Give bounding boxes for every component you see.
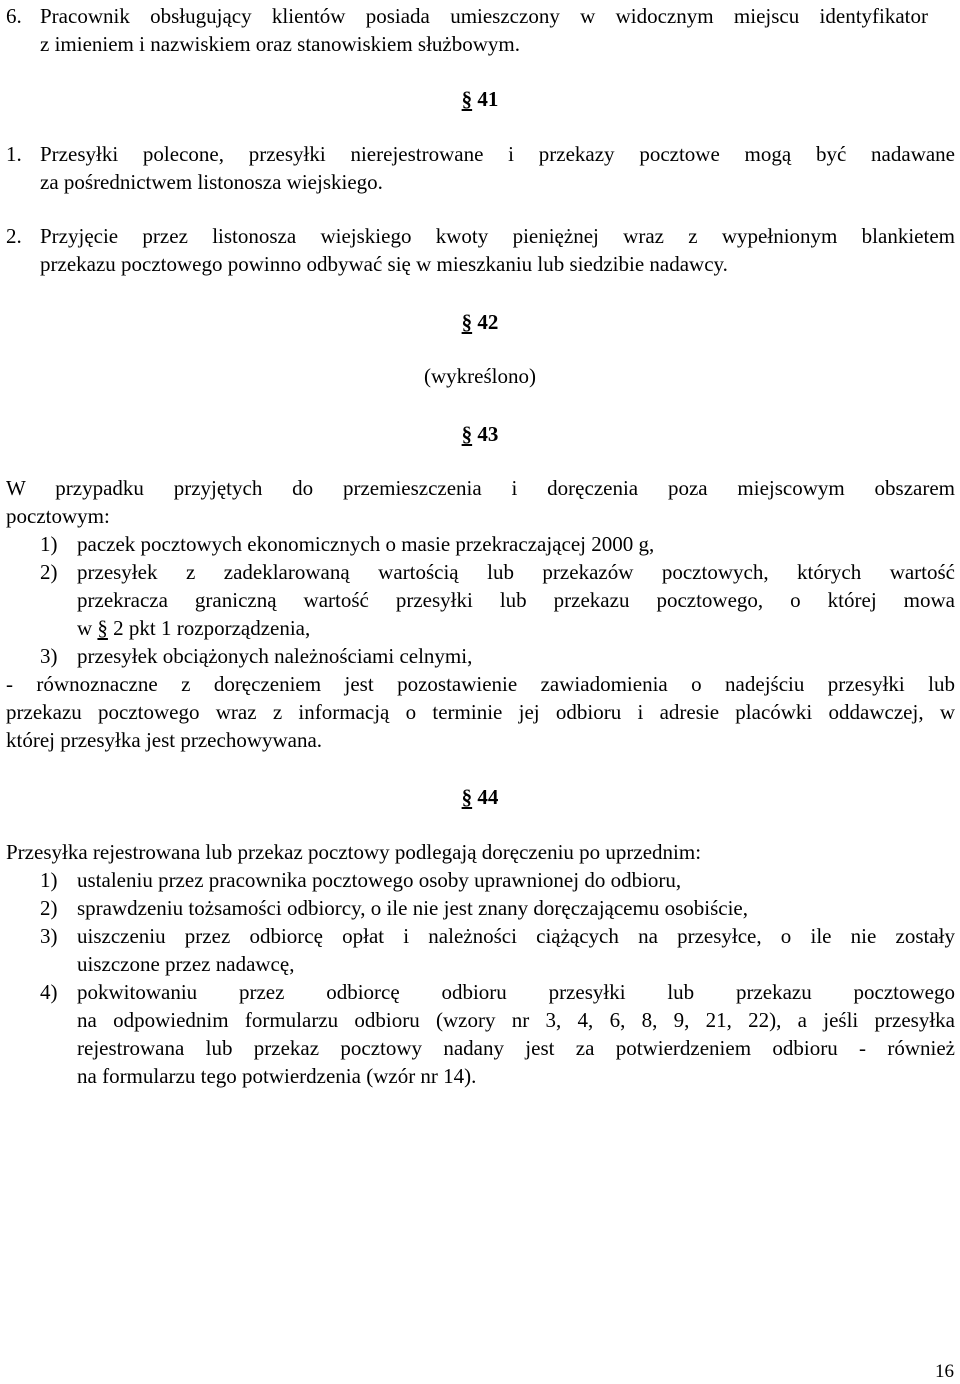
section-number: 41 xyxy=(477,87,499,111)
page-number: 16 xyxy=(935,1361,954,1382)
paragraph-line: - równoznaczne z doręczeniem jest pozostawienie zawiadomienia o nadejściu przesyłki lub xyxy=(6,672,955,696)
list-item: uiszczeniu przez odbiorcę opłat i należności ciążących na przesyłce, o ile nie zostały xyxy=(77,924,955,948)
section-heading-44 xyxy=(0,783,960,811)
section-number: 42 xyxy=(477,310,499,334)
section-symbol: § xyxy=(461,310,473,334)
section-number: 44 xyxy=(477,785,499,809)
list-item-line xyxy=(77,614,310,642)
list-item-line: rejestrowana lub przekaz pocztowy nadany jest za potwierdzeniem odbioru - również xyxy=(77,1036,955,1060)
section-number: 43 xyxy=(477,422,499,446)
list-number: 3) xyxy=(40,924,58,948)
list-item: paczek pocztowych ekonomicznych o masie przekraczającej 2000 g, xyxy=(77,532,655,556)
section-symbol: § xyxy=(461,422,473,446)
list-item: sprawdzeniu tożsamości odbiorcy, o ile nie jest znany doręczającemu osobiście, xyxy=(77,896,748,920)
item-number: 2. xyxy=(6,224,22,248)
list-item-line: na odpowiednim formularzu odbioru (wzory nr 3, 4, 6, 8, 9, 21, 22), a jeśli przesyłka xyxy=(77,1008,955,1032)
paragraph-line: Przyjęcie przez listonosza wiejskiego kwoty pieniężnej wraz z wypełnionym blankietem xyxy=(40,224,955,248)
list-item: pokwitowaniu przez odbiorcę odbioru przesyłki lub przekazu pocztowego xyxy=(77,980,955,1004)
list-item-line: przekracza graniczną wartość przesyłki lub przekazu pocztowego, o której mowa xyxy=(77,588,955,612)
paragraph-line: Przesyłka rejestrowana lub przekaz pocztowy podlegają doręczeniu po uprzednim: xyxy=(6,840,702,864)
section-heading-43 xyxy=(0,420,960,448)
list-item: przesyłek obciążonych należnościami celnymi, xyxy=(77,644,473,668)
paragraph-line: z imieniem i nazwiskiem oraz stanowiskiem służbowym. xyxy=(40,32,520,56)
section-symbol: § xyxy=(97,616,108,640)
paragraph-line: Pracownik obsługujący klientów posiada umieszczony w widocznym miejscu identyfikator xyxy=(40,4,928,28)
list-item-line: na formularzu tego potwierdzenia (wzór nr 14). xyxy=(77,1064,477,1088)
paragraph-line: przekazu pocztowego powinno odbywać się w mieszkaniu lub siedzibie nadawcy. xyxy=(40,252,728,276)
list-item-text: w xyxy=(77,616,93,640)
list-number: 4) xyxy=(40,980,58,1004)
list-item: przesyłek z zadeklarowaną wartością lub przekazów pocztowych, których wartość xyxy=(77,560,955,584)
paragraph-line: przekazu pocztowego wraz z informacją o terminie jej odbioru i adresie placówki oddawczej, w xyxy=(6,700,955,724)
item-number: 1. xyxy=(6,142,22,166)
list-number: 1) xyxy=(40,532,58,556)
list-item: ustaleniu przez pracownika pocztowego osoby uprawnionej do odbioru, xyxy=(77,868,682,892)
section-42-text: (wykreślono) xyxy=(424,364,536,388)
section-heading-41 xyxy=(0,85,960,113)
item-number: 6. xyxy=(6,4,22,28)
list-number: 3) xyxy=(40,644,58,668)
list-number: 2) xyxy=(40,560,58,584)
section-heading-42 xyxy=(0,308,960,336)
list-item-text: 2 pkt 1 rozporządzenia, xyxy=(113,616,311,640)
section-symbol: § xyxy=(461,785,473,809)
paragraph-line: za pośrednictwem listonosza wiejskiego. xyxy=(40,170,383,194)
list-item-line: uiszczone przez nadawcę, xyxy=(77,952,295,976)
section-symbol: § xyxy=(461,87,473,111)
list-number: 2) xyxy=(40,896,58,920)
list-number: 1) xyxy=(40,868,58,892)
paragraph-line: której przesyłka jest przechowywana. xyxy=(6,728,323,752)
paragraph-line: pocztowym: xyxy=(6,504,110,528)
paragraph-line: W przypadku przyjętych do przemieszczenia i doręczenia poza miejscowym obszarem xyxy=(6,476,955,500)
paragraph-line: Przesyłki polecone, przesyłki nierejestrowane i przekazy pocztowe mogą być nadawane xyxy=(40,142,955,166)
